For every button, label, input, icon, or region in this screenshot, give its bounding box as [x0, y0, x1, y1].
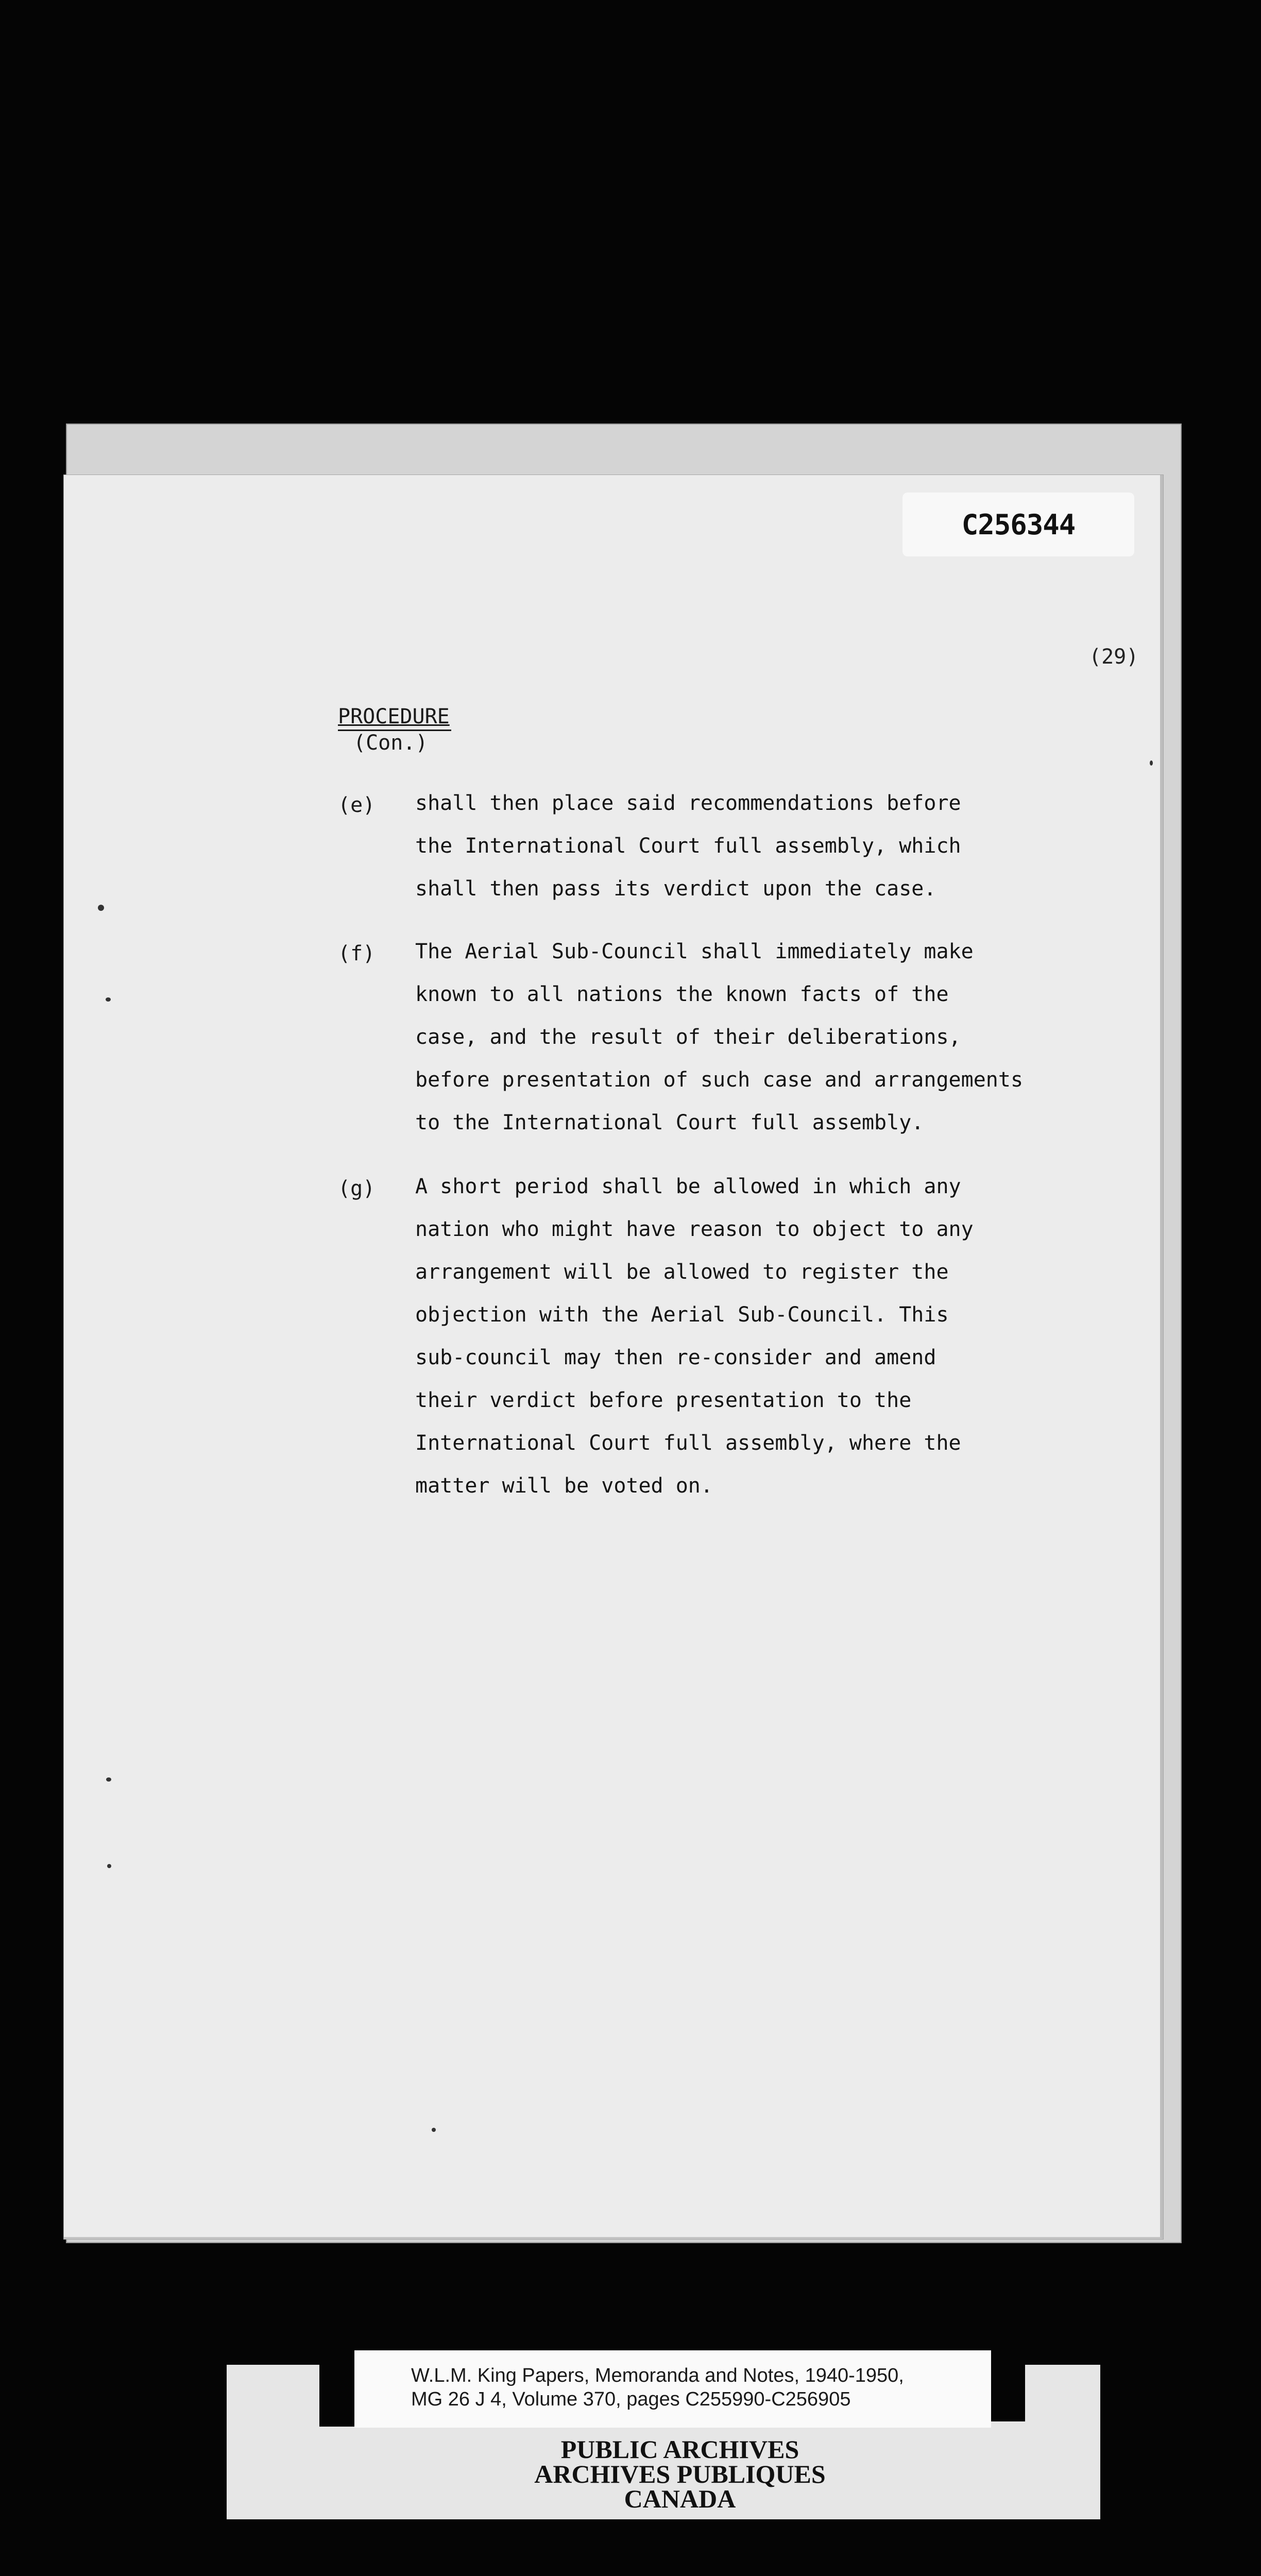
- item-label: (e): [338, 793, 376, 817]
- text-line: The Aerial Sub-Council shall immediately make: [415, 940, 974, 963]
- text-line: known to all nations the known facts of the: [415, 982, 949, 1006]
- text-line: shall then pass its verdict upon the case.: [415, 877, 936, 901]
- citation-line: W.L.M. King Papers, Memoranda and Notes, 1940-1950,: [411, 2365, 904, 2386]
- text-line: case, and the result of their deliberations,: [415, 1025, 961, 1049]
- item-label: (g): [338, 1177, 376, 1200]
- scan-speck: [106, 997, 111, 1002]
- item-text: [415, 782, 1136, 910]
- text-line: sub-council may then re-consider and amend: [415, 1346, 936, 1369]
- archives-stamp: [453, 2437, 907, 2511]
- item-text: [415, 930, 1136, 1144]
- scan-speck: [106, 1777, 111, 1782]
- heading-main: PROCEDURE: [338, 705, 450, 728]
- text-line: the International Court full assembly, which: [415, 834, 961, 858]
- card-notch: [989, 2365, 1025, 2421]
- text-line: their verdict before presentation to the: [415, 1388, 912, 1412]
- text-line: before presentation of such case and arrangements: [415, 1068, 1024, 1092]
- scan-speck: [1150, 760, 1153, 766]
- section-heading: [338, 705, 451, 755]
- text-line: matter will be voted on.: [415, 1474, 713, 1498]
- text-line: nation who might have reason to object to any: [415, 1217, 974, 1241]
- text-line: shall then place said recommendations before: [415, 791, 961, 815]
- citation-line: MG 26 J 4, Volume 370, pages C255990-C256905: [411, 2388, 851, 2410]
- citation-label: [354, 2350, 991, 2428]
- archives-line: CANADA: [624, 2484, 736, 2513]
- heading-sub: (Con.): [338, 730, 451, 755]
- item-label: (f): [338, 942, 376, 965]
- archives-line: PUBLIC ARCHIVES: [560, 2435, 799, 2464]
- text-line: A short period shall be allowed in which any: [415, 1175, 961, 1198]
- archives-line: ARCHIVES PUBLIQUES: [534, 2460, 826, 2488]
- card-notch: [319, 2365, 355, 2427]
- reference-label: C256344: [902, 493, 1134, 556]
- scan-speck: [432, 2128, 436, 2132]
- page-number: (29): [1089, 645, 1139, 669]
- text-line: objection with the Aerial Sub-Council. This: [415, 1303, 949, 1327]
- item-text: [415, 1165, 1136, 1507]
- scan-speck: [107, 1864, 111, 1868]
- text-line: arrangement will be allowed to register the: [415, 1260, 949, 1284]
- text-line: to the International Court full assembly.: [415, 1111, 924, 1134]
- scan-speck: [98, 905, 104, 911]
- text-line: International Court full assembly, where the: [415, 1431, 961, 1455]
